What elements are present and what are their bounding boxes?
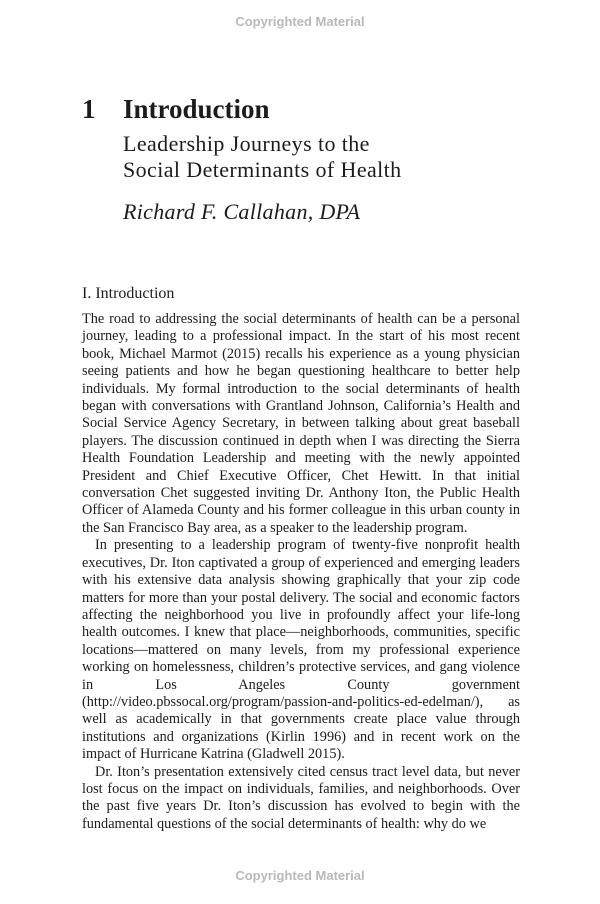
paragraph-1: The road to addressing the social determinants of health can be a personal journey, leading to a professional impact. In the start of his most recent book, Michael Marmot (2015) recalls his experience as a young physician seeing patients and how he began questioning healthcare to better help individuals. My formal introduction to the social determinants of health began with conversations with Grantland Johnson, California’s Health and Social Service Agency Secretary, in between talking about great baseball players. The discussion continued in depth when I was directing the Sierra Health Foundation Leadership and meeting with the newly appointed President and Chief Executive Officer, Chet Hewitt. In that initial conversation Chet suggested inviting Dr. Anthony Iton, the Public Health Officer of Alameda County and his former colleague in this urban county in the San Francisco Bay area, as a speaker to the leadership program. [82,311,520,536]
paragraph-2: In presenting to a leadership program of twenty-five nonprofit health executives, Dr. Iton captivated a group of experienced and emerging leaders with his extensive data analysis showing graphically that your zip code matters for more than your postal delivery. The social and economic factors affecting the neighborhood you live in profoundly affect your life-long health outcomes. I knew that place—neighborhoods, communities, specific locations—mattered on many levels, from my professional experience working on homelessness, children’s protective services, and gang violence in Los Angeles County government (http://video.pbssocal.org/program/passion-and-politics-ed-edelman/), as well as academically in that governments create place value through institutions and organizations (Kirlin 1996) and in recent work on the impact of Hurricane Katrina (Gladwell 2015). [82,537,520,763]
subtitle-line-1: Leadership Journeys to the [123,131,370,156]
chapter-title: Introduction [123,94,270,124]
section-heading: I. Introduction [82,285,175,302]
chapter-number: 1 [82,94,96,124]
copyright-watermark-bottom: Copyrighted Material [235,868,365,883]
chapter-author: Richard F. Callahan, DPA [123,199,361,224]
paragraph-3: Dr. Iton’s presentation extensively cited census tract level data, but never lost focus on the impact on individuals, families, and neighborhoods. Over the past five years Dr. Iton’s discussion has evolved to begin with the fundamental questions of the social determinants of health: why do we [82,763,520,832]
subtitle-line-2: Social Determinants of Health [123,157,402,182]
body-text [82,311,520,833]
copyright-watermark-top: Copyrighted Material [235,14,365,29]
chapter-subtitle [123,131,402,183]
